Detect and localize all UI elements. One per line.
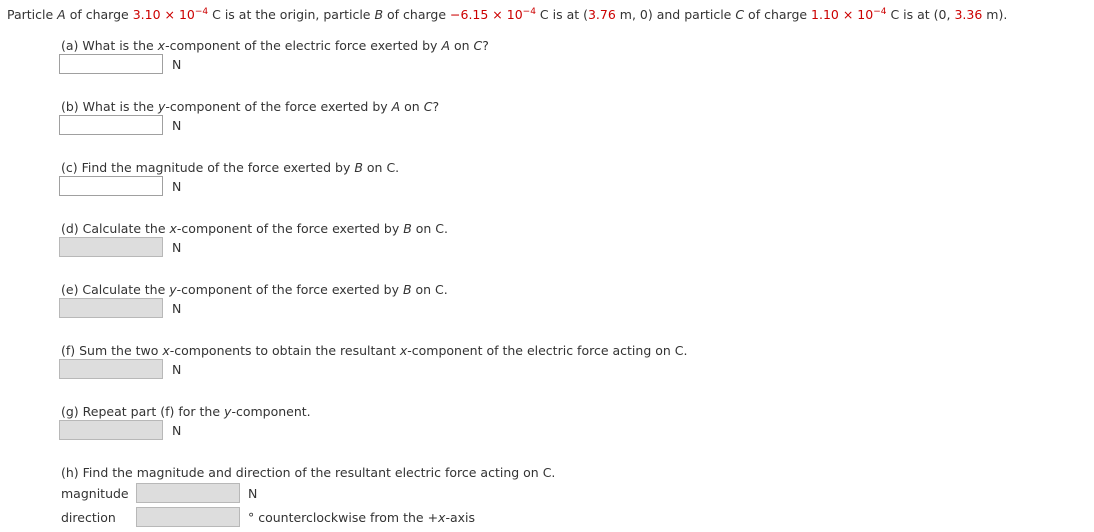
magnitude-unit: N	[248, 485, 258, 501]
answer-row-g	[59, 419, 181, 441]
question-a: (a) What is the x-component of the electric force exerted by A on C?	[61, 38, 489, 53]
answer-g-input[interactable]	[59, 420, 163, 440]
magnitude-label: magnitude	[61, 485, 129, 501]
particle-a-name: A	[57, 7, 66, 22]
answer-c-unit: N	[172, 178, 182, 194]
answer-a-input[interactable]	[59, 54, 163, 74]
answer-d-input[interactable]	[59, 237, 163, 257]
answer-row-f	[59, 358, 181, 380]
answer-e-unit: N	[172, 300, 182, 316]
direction-unit: ° counterclockwise from the +x-axis	[248, 509, 476, 525]
answer-b-unit: N	[172, 117, 182, 133]
charge-b-value: $-6.15 \times 10^{-4}$	[450, 7, 536, 22]
charge-a-value: $3.10 \times 10^{-4}$	[132, 7, 209, 22]
charge-c-value: $1.10 \times 10^{-4}$	[811, 7, 887, 22]
question-g: (g) Repeat part (f) for the y-component.	[61, 404, 311, 419]
answer-row-e	[59, 297, 181, 319]
answer-row-d	[59, 236, 181, 258]
answer-b-input[interactable]	[59, 115, 163, 135]
particle-b-x: 3.76	[587, 7, 616, 22]
answer-row-c	[59, 175, 181, 197]
answer-f-unit: N	[172, 361, 182, 377]
answer-c-input[interactable]	[59, 176, 163, 196]
answer-d-unit: N	[172, 239, 182, 255]
answer-e-input[interactable]	[59, 298, 163, 318]
question-c: (c) Find the magnitude of the force exerted by B on C.	[61, 160, 400, 175]
particle-b-name: B	[374, 7, 384, 22]
answer-g-unit: N	[172, 422, 182, 438]
particle-c-y: 3.36	[954, 7, 983, 22]
question-b: (b) What is the y-component of the force exerted by A on C?	[61, 99, 440, 114]
question-d: (d) Calculate the x-component of the force exerted by B on C.	[61, 221, 448, 236]
question-f: (f) Sum the two x-components to obtain the resultant x-component of the electric force acting on C.	[61, 343, 688, 358]
problem-statement: Particle A of charge $3.10 \times 10^{-4}$ C is at the origin, particle B of charge $-6.15 \times 10^{-4}$ C is at (3.76 m, 0) and particle C of charge $1.10 \times 10^{-4}$ C is at (0, 3.36 m).	[7, 7, 1008, 22]
answer-row-a	[59, 53, 181, 75]
question-e: (e) Calculate the y-component of the force exerted by B on C.	[61, 282, 448, 297]
answer-row-h-direction	[61, 506, 475, 528]
magnitude-input[interactable]	[136, 483, 240, 503]
answer-f-input[interactable]	[59, 359, 163, 379]
answer-a-unit: N	[172, 56, 182, 72]
direction-input[interactable]	[136, 507, 240, 527]
answer-row-b	[59, 114, 181, 136]
particle-c-name: C	[735, 7, 745, 22]
answer-row-h-magnitude	[61, 482, 257, 504]
question-h: (h) Find the magnitude and direction of the resultant electric force acting on C.	[61, 465, 556, 480]
direction-label: direction	[61, 509, 116, 525]
